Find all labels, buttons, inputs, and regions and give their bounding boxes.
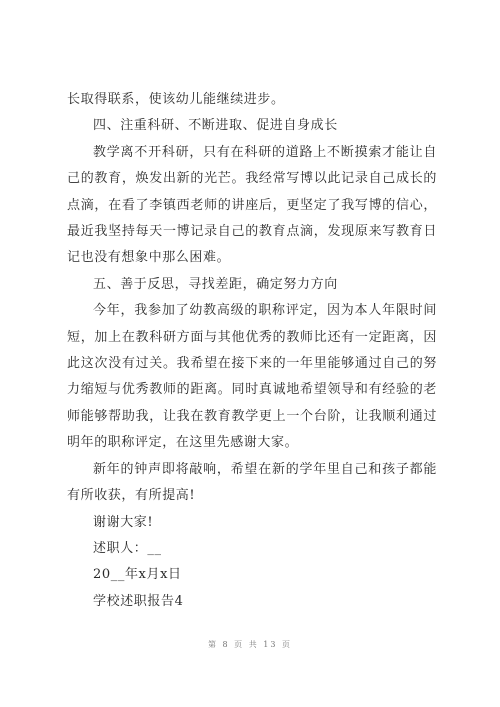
page-number: 第 8 页 共 13 页 [208, 640, 292, 649]
section-heading-reflection: 五、善于反思，寻找差距，确定努力方向 [93, 276, 338, 292]
closing-thanks: 谢谢大家! [93, 514, 154, 530]
page-footer [0, 639, 500, 650]
date-line: 20__年x月x日 [93, 567, 182, 583]
paragraph-continuation: 长取得联系，使该幼儿能继续进步。 [67, 92, 285, 107]
document-body [67, 87, 437, 615]
paragraph-research: 教学离不开科研，只有在科研的道路上不断摸索才能让自己的教育，焕发出新的光芒。我经常写博以此记录自己成长的点滴，在看了李镇西老师的讲座后，更坚定了我写博的信心，最近我坚持每天一博记录自己的教育点滴，发现原来写教育日记也没有想象中那么困难。 [67, 144, 437, 266]
paragraph-new-year: 新年的钟声即将敲响，希望在新的学年里自己和孩子都能有所收获，有所提高! [67, 461, 437, 504]
next-report-title: 学校述职报告4 [93, 593, 184, 609]
reporter-line: 述职人：__ [93, 540, 162, 556]
section-heading-research: 四、注重科研、不断进取、促进自身成长 [93, 118, 338, 134]
paragraph-title-evaluation: 今年，我参加了幼教高级的职称评定，因为本人年限时间短，加上在教科研方面与其他优秀的教师比还有一定距离，因此这次没有过关。我希望在接下来的一年里能够通过自己的努力缩短与优秀教师的距离。同时真诚地希望领导和有经验的老师能够帮助我，让我在教育教学更上一个台阶，让我顺利通过明年的职称评定，在这里先感谢大家。 [67, 303, 437, 451]
